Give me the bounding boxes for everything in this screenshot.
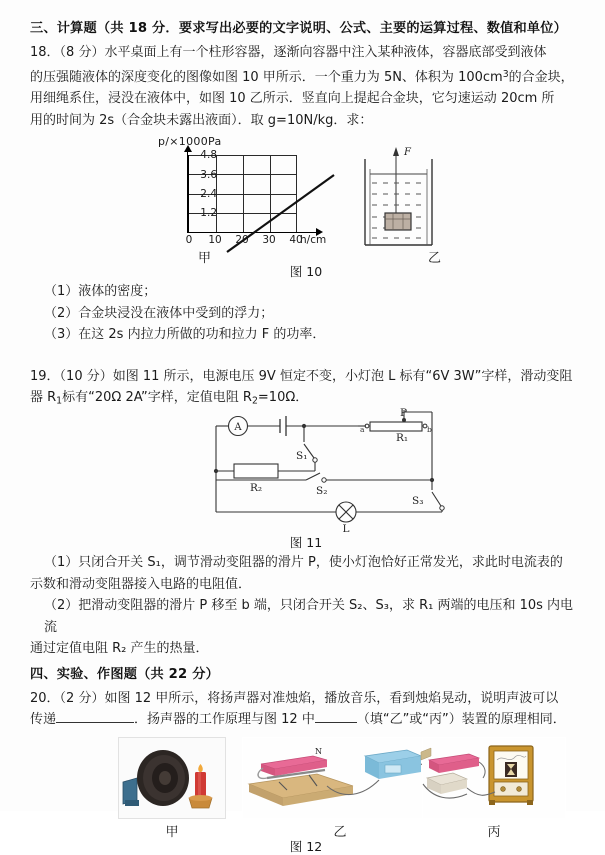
y-tick-label: 1.2 [200,207,217,220]
force-label: F [404,147,411,159]
q19-lamp-rating: “6V 3W” [425,368,482,384]
beaker-svg [360,137,500,252]
rheostat-label: R₁ [396,432,409,445]
q19-line1-pre: 19．（10 分）如图 11 所示，电源电压 9V 恒定不变，小灯泡 L 标有 [30,368,426,384]
slider-label: P [400,407,408,420]
figure-12-label-bing: 丙 [487,824,501,840]
ammeter-label: A [234,422,242,434]
q19-line2 [30,387,582,412]
q20-line1: 20．（2 分）如图 12 甲所示，将扬声器对准烛焰，播放音乐，看到烛焰晃动，说明声波可以 [30,690,559,706]
q18-part-2: （2）合金块浸没在液体中受到的浮力； [44,305,274,321]
q19-part-1-line-1: （1）只闭合开关 S₁，调节滑动变阻器的滑片 P，使小灯泡恰好正常发光，求此时电流表的 [44,555,563,571]
terminal-a-label: a [360,425,365,435]
resistor2-label: R₂ [249,482,263,495]
pressure-depth-graph [150,135,325,253]
photo-speaker-candle [118,737,226,819]
beaker-diagram [360,137,500,252]
magnet-wire-svg [243,738,437,818]
y-tick-label: 3.6 [200,168,217,181]
y-tick-label: 4.8 [200,149,217,162]
generator-svg [423,738,565,818]
q20-line2-post: （填“乙”或“丙”）装置的原理相同． [356,712,566,728]
x-axis-unit-label: h/cm [300,234,327,247]
figure-10-label-jia: 甲 [198,251,212,267]
photo-generator-galvanometer [422,737,566,819]
photo-magnet-wire-device [242,737,438,819]
figure-10-label-yi: 乙 [428,251,442,267]
q19-line2-end: =10Ω． [257,390,309,406]
figure-10 [30,135,582,267]
q19-r1-subscript: 1 [56,395,63,407]
section-four-heading: 四、实验、作图题（共 22 分） [30,666,219,682]
figure-12-label-yi: 乙 [333,824,347,840]
figure-11-caption: 图 11 [289,535,323,551]
q19-part-2-line-1: （2）把滑动变阻器的滑片 P 移至 b 端，只闭合开关 S₂、S₃，求 R₁ 两端的电压和 10s 内电流 [44,598,574,635]
terminal-b-label: b [427,425,432,435]
q19-line1-post: 字样，滑动变阻 [481,368,573,384]
q18-line2 [30,64,582,89]
x-tick-label: 30 [262,234,276,247]
page-content [30,18,582,854]
figure-12 [30,737,582,854]
figure-11 [30,407,582,536]
x-tick-label: 0 [185,234,193,247]
q19-r2-subscript: 2 [251,395,258,407]
figure-12-caption: 图 12 [289,838,323,854]
circuit-diagram [208,407,468,536]
switch1-label: S₁ [296,450,308,463]
y-tick-label: 2.4 [200,188,217,200]
q18-part-1: （1）液体的密度； [44,284,157,300]
graph-y-axis-title: p/×1000Pa [158,135,222,149]
magnet-pole-label: N [315,746,322,756]
q19-rheostat-rating: “20Ω 2A” [88,390,148,406]
x-tick-label: 20 [235,234,249,247]
q18-line4: 用的时间为 2s（合金块未露出液面）．取 g=10N/kg．求： [30,112,373,128]
q18-part-3: （3）在这 2s 内拉力所做的功和拉力 F 的功率． [44,327,326,343]
figure-10-caption: 图 10 [289,264,323,280]
q19-line2-post: 字样，定值电阻 R [147,390,252,406]
answer-blank-2[interactable] [315,722,357,723]
q19-part-1-line-2: 示数和滑动变阻器接入电路的电阻值． [30,576,252,592]
q20-line2-mid: ．扬声器的工作原理与图 12 中 [134,712,315,728]
q19-line2-pre: 器 R [30,390,57,406]
x-tick-label: 10 [208,234,222,247]
q19-line1 [30,366,582,388]
q20-line2-pre: 传递 [30,712,57,728]
switch3-label: S₃ [412,495,424,508]
q19-part-2-line-2: 通过定值电阻 R₂ 产生的热量． [30,641,209,657]
switch2-label: S₂ [316,485,328,498]
speaker-candle-svg [119,738,225,818]
q18-volume-exponent: 3 [502,68,509,80]
q19-line2-mid: 标有 [62,390,89,406]
figure-12-label-jia: 甲 [165,824,179,840]
x-tick-label: 40 [289,234,303,247]
q18-line1: 18．（8 分）水平桌面上有一个柱形容器，逐渐向容器中注入某种液体，容器底部受到液体 [30,45,547,60]
q18-line3: 用细绳系住，浸没在液体中，如图 10 乙所示．竖直向上提起合金块，它匀速运动 20cm 所 [30,91,555,107]
circuit-svg [208,407,468,536]
lamp-label: L [342,523,350,536]
q20-line2 [30,709,582,731]
answer-blank-1[interactable] [56,722,134,723]
q18-line2-post: 的合金块， [508,69,574,85]
section-three-heading: 三、计算题（共 18 分．要求写出必要的文字说明、公式、主要的运算过程、数值和单位） [30,21,568,36]
q18-line2-pre: 的压强随液体的深度变化的图像如图 10 甲所示．一个重力为 5N、体积为 100cm [30,69,503,85]
